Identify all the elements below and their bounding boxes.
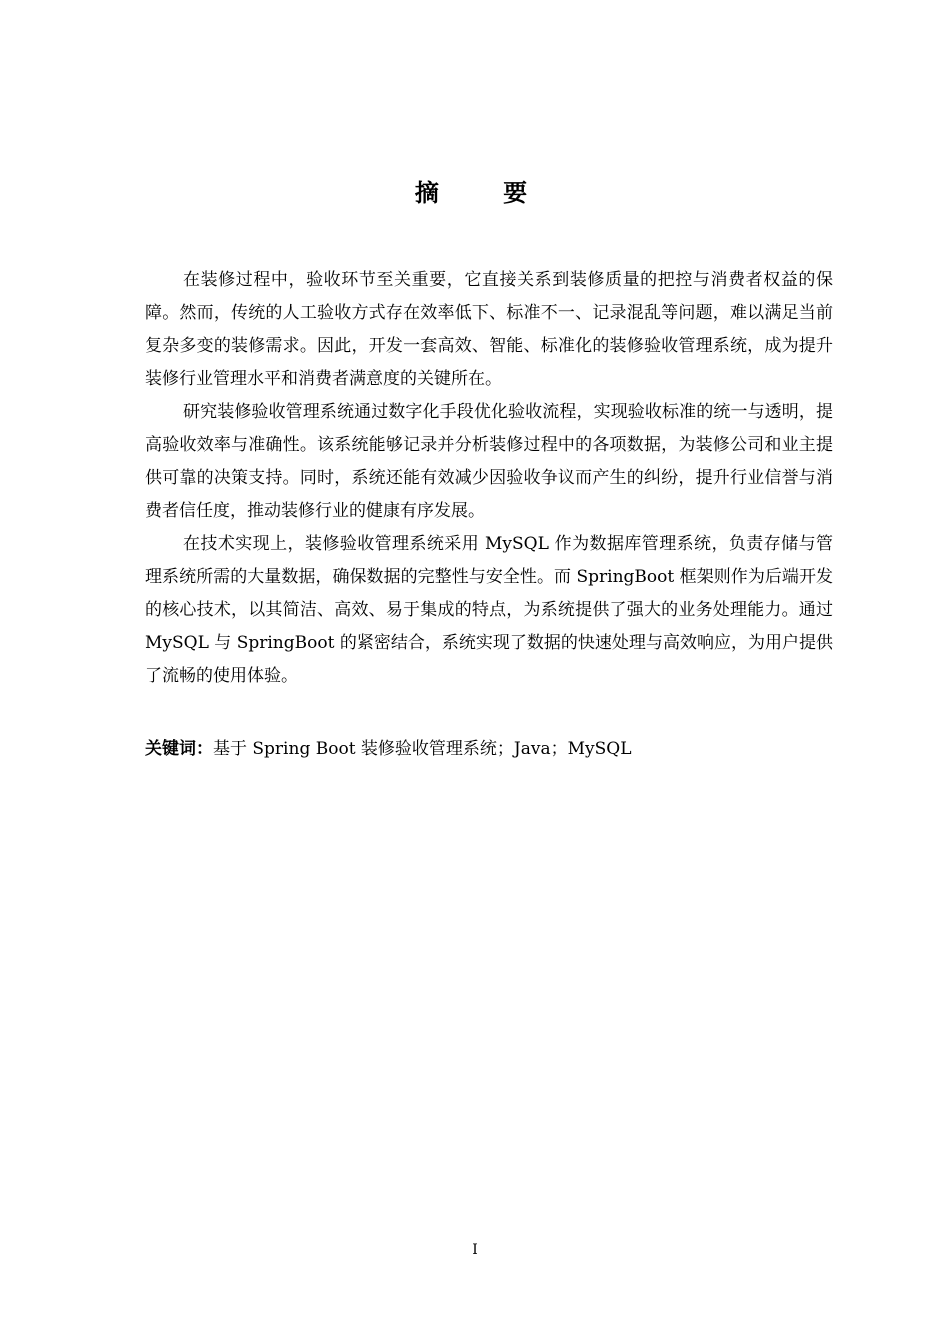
abstract-paragraph-1: 在装修过程中，验收环节至关重要，它直接关系到装修质量的把控与消费者权益的保障。然而，传统的人工验收方式存在效率低下、标准不一、记录混乱等问题，难以满足当前复杂多变的装修需求。因此，开发一套高效、智能、标准化的装修验收管理系统，成为提升装修行业管理水平和消费者满意度的关键所在。 bbox=[145, 270, 833, 389]
abstract-paragraph-2: 研究装修验收管理系统通过数字化手段优化验收流程，实现验收标准的统一与透明，提高验收效率与准确性。该系统能够记录并分析装修过程中的各项数据，为装修公司和业主提供可靠的决策支持。同时，系统还能有效减少因验收争议而产生的纠纷，提升行业信誉与消费者信任度，推动装修行业的健康有序发展。 bbox=[145, 402, 833, 521]
keywords-line bbox=[145, 735, 833, 763]
abstract-body bbox=[145, 264, 833, 693]
abstract-paragraph-3: 在技术实现上，装修验收管理系统采用 MySQL 作为数据库管理系统，负责存储与管理系统所需的大量数据，确保数据的完整性与安全性。而 SpringBoot 框架则作为后端开发的核心技术，以其简洁、高效、易于集成的特点，为系统提供了强大的业务处理能力。通过 MySQL 与 SpringBoot 的紧密结合，系统实现了数据的快速处理与高效响应，为用户提供了流畅的使用体验。 bbox=[145, 534, 833, 686]
page-number: I bbox=[472, 1242, 478, 1258]
abstract-title: 摘 要 bbox=[414, 179, 556, 207]
keywords-text: 基于 Spring Boot 装修验收管理系统；Java；MySQL bbox=[213, 739, 632, 759]
keywords-label: 关键词： bbox=[145, 739, 213, 759]
